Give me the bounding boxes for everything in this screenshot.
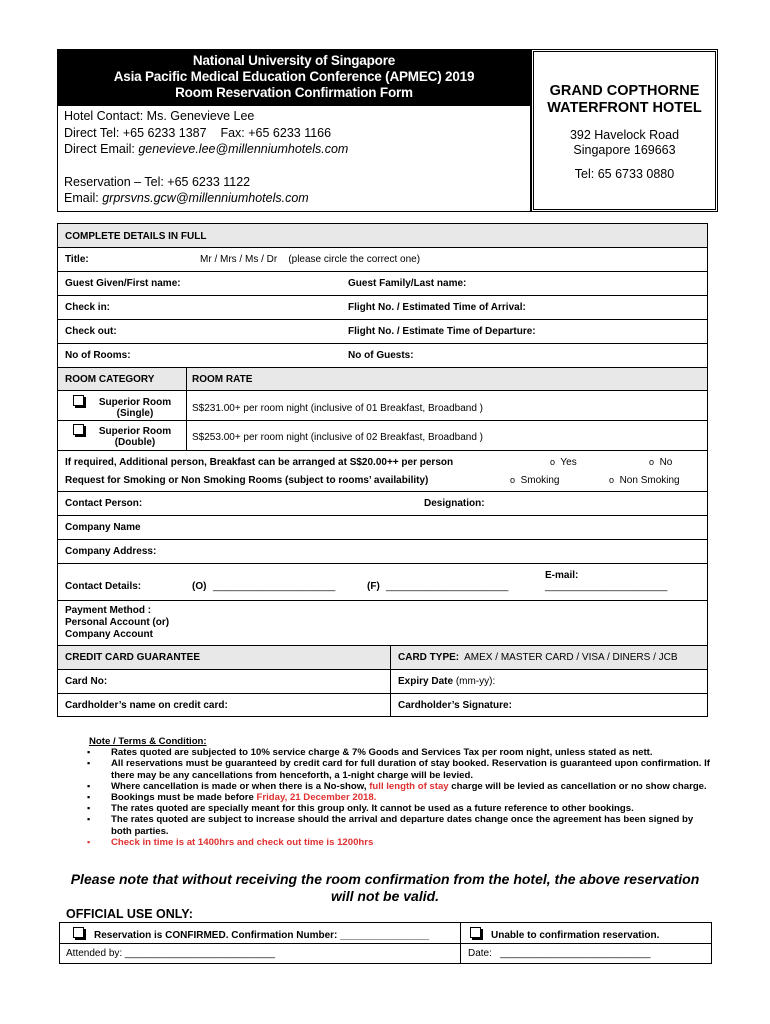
hotel-address-line2: Singapore 169663: [573, 143, 676, 157]
validity-notice-line1: Please note that without receiving the room confirmation from the hotel, the above reservation: [70, 871, 700, 887]
superior-single-label: [90, 397, 180, 419]
non-smoking-label: Non Smoking: [619, 475, 680, 486]
form-title: Room Reservation Confirmation Form: [175, 85, 413, 100]
superior-double-line2: (Double): [114, 437, 156, 448]
superior-single-line1: Superior Room: [98, 397, 172, 408]
email-field[interactable]: ______________________: [545, 581, 668, 592]
non-smoking-option[interactable]: [609, 475, 680, 486]
term-text: charge will be levied as cancellation or no show charge.: [448, 780, 707, 792]
direct-email-label: Direct Email:: [64, 142, 139, 156]
superior-double-checkbox[interactable]: [73, 424, 84, 435]
hotel-name-line2: WATERFRONT HOTEL: [547, 100, 702, 116]
given-name-label: Guest Given/First name:: [65, 278, 181, 289]
validity-notice-line2: will not be valid.: [330, 888, 440, 904]
fax-field[interactable]: ______________________: [386, 581, 509, 592]
contact-person-label: Contact Person:: [65, 498, 143, 509]
confirmed-checkbox[interactable]: [73, 927, 84, 938]
flight-departure-label: Flight No. / Estimate Time of Departure:: [348, 326, 536, 337]
term-item: [65, 781, 710, 792]
no-option[interactable]: [649, 457, 672, 468]
family-name-label: Guest Family/Last name:: [348, 278, 467, 289]
card-type: [398, 652, 678, 663]
hotel-name: [534, 83, 715, 117]
room-category-header: ROOM CATEGORY: [65, 374, 155, 385]
reservation-form: [57, 223, 708, 717]
company-address-label: Company Address:: [65, 546, 157, 557]
term-text: Bookings must be made before: [111, 792, 257, 804]
room-header-bg: [58, 367, 707, 390]
room-rate-header: ROOM RATE: [192, 374, 253, 385]
card-type-label: CARD TYPE:: [398, 652, 460, 663]
additional-person-label: If required, Additional person, Breakfast can be arranged at S$20.00++ per person: [65, 457, 454, 468]
term-highlight: full length of stay: [369, 780, 449, 792]
superior-single-checkbox[interactable]: [73, 395, 84, 406]
reservation-email[interactable]: grprsvns.gcw@millenniumhotels.com: [102, 191, 309, 205]
cc-guarantee-label: CREDIT CARD GUARANTEE: [65, 652, 200, 663]
smoking-option[interactable]: [510, 475, 559, 486]
office-label: (O): [192, 581, 207, 592]
booking-deadline: Friday, 21 December 2018.: [256, 792, 377, 804]
org-name: National University of Singapore: [192, 53, 396, 68]
office-field[interactable]: ______________________: [213, 581, 336, 592]
superior-single-line2: (Single): [116, 408, 154, 419]
check-in-label: Check in:: [65, 302, 111, 313]
term-item: [65, 792, 710, 803]
contact-details-label: Contact Details:: [65, 581, 142, 592]
expiry-label: Expiry Date: [398, 676, 454, 687]
official-use-heading: OFFICIAL USE ONLY:: [66, 907, 193, 921]
expiry-format: (mm-yy):: [455, 676, 496, 687]
smoking-request-label: Request for Smoking or Non Smoking Rooms (subject to rooms’ availability): [65, 475, 429, 486]
hotel-name-line1: GRAND COPTHORNE: [549, 83, 700, 99]
payment-personal: Personal Account (or): [65, 617, 170, 628]
reservation-tel: Reservation – Tel: +65 6233 1122: [64, 174, 251, 189]
reservation-email-label: Email:: [64, 191, 103, 205]
flight-arrival-label: Flight No. / Estimated Time of Arrival:: [348, 302, 526, 313]
card-no-label: Card No:: [65, 676, 108, 687]
direct-email[interactable]: genevieve.lee@millenniumhotels.com: [138, 142, 349, 156]
hotel-address: [534, 128, 715, 158]
terms-heading: Note / Terms & Condition:: [89, 736, 207, 747]
hotel-tel: Tel: 65 6733 0880: [574, 167, 675, 181]
term-item: ▪ Check in time is at 1400hrs and check out time is 1200hrs: [65, 837, 710, 848]
term-item: ▪ The rates quoted are subject to increase should the arrival and departure dates change once the agreement has been signed by both parties.: [65, 814, 710, 836]
title-label: Title:: [65, 254, 89, 265]
payment-method: [65, 605, 169, 641]
hotel-info-box: [531, 49, 718, 212]
yes-label: Yes: [560, 457, 577, 468]
company-name-label: Company Name: [65, 522, 141, 533]
section-title: COMPLETE DETAILS IN FULL: [65, 231, 207, 242]
conference-name: Asia Pacific Medical Education Conference (APMEC) 2019: [113, 69, 475, 84]
double-rate: S$253.00+ per room night (inclusive of 02 Breakfast, Broadband ): [192, 432, 484, 443]
no-label: No: [659, 457, 673, 468]
payment-method-label: Payment Method :: [65, 605, 152, 616]
guests-label: No of Guests:: [348, 350, 414, 361]
unable-checkbox[interactable]: [470, 927, 481, 938]
smoking-label: Smoking: [520, 475, 560, 486]
title-options[interactable]: Mr / Mrs / Ms / Dr (please circle the correct one): [200, 254, 421, 265]
reservation-email-line: [64, 190, 348, 207]
card-type-options[interactable]: AMEX / MASTER CARD / VISA / DINERS / JCB: [464, 652, 678, 663]
hotel-contact-name: Hotel Contact: Ms. Genevieve Lee: [64, 109, 255, 123]
term-item: ▪ Rates quoted are subjected to 10% service charge & 7% Goods and Services Tax per room night, unless stated as nett.: [65, 747, 710, 758]
check-out-label: Check out:: [65, 326, 117, 337]
date-field[interactable]: Date: ___________________________: [468, 948, 651, 959]
confirmed-label: Reservation is CONFIRMED. Confirmation Number: ________________: [94, 930, 430, 941]
radio-icon: o: [649, 457, 655, 467]
radio-icon: o: [609, 475, 615, 485]
payment-company: Company Account: [65, 629, 153, 640]
term-item: ▪ All reservations must be guaranteed by credit card for full duration of stay booked. Reservation is guaranteed upon confirmation. If there may be any cancellations from henceforth, a 1-night charge will be levied.: [65, 758, 710, 780]
radio-icon: o: [510, 475, 516, 485]
validity-notice: [40, 871, 730, 905]
unable-label: Unable to confirmation reservation.: [491, 930, 660, 941]
terms-and-conditions: [65, 736, 710, 848]
cardholder-name-label: Cardholder’s name on credit card:: [65, 700, 228, 711]
hotel-address-line1: 392 Havelock Road: [569, 128, 680, 142]
term-item: ▪ The rates quoted are specially meant for this group only. It cannot be used as a future reference to other bookings.: [65, 803, 710, 814]
term-text: Where cancellation is made or when there is a No-show,: [111, 780, 370, 792]
email-label: E-mail:: [545, 570, 579, 581]
hotel-contact-info: [64, 108, 348, 207]
form-title-banner: [57, 49, 531, 106]
single-rate: S$231.00+ per room night (inclusive of 01 Breakfast, Broadband ): [192, 403, 484, 414]
direct-email-line: [64, 141, 348, 158]
attended-by[interactable]: Attended by: ___________________________: [66, 948, 276, 959]
designation-label: Designation:: [424, 498, 485, 509]
cardholder-signature-label: Cardholder’s Signature:: [398, 700, 512, 711]
fax-label: (F): [367, 581, 380, 592]
expiry: [398, 676, 495, 687]
superior-double-label: [90, 426, 180, 448]
rooms-label: No of Rooms:: [65, 350, 131, 361]
yes-option[interactable]: [550, 457, 577, 468]
superior-double-line1: Superior Room: [98, 426, 172, 437]
direct-tel: Direct Tel: +65 6233 1387 Fax: +65 6233 1166: [64, 125, 332, 140]
radio-icon: o: [550, 457, 556, 467]
